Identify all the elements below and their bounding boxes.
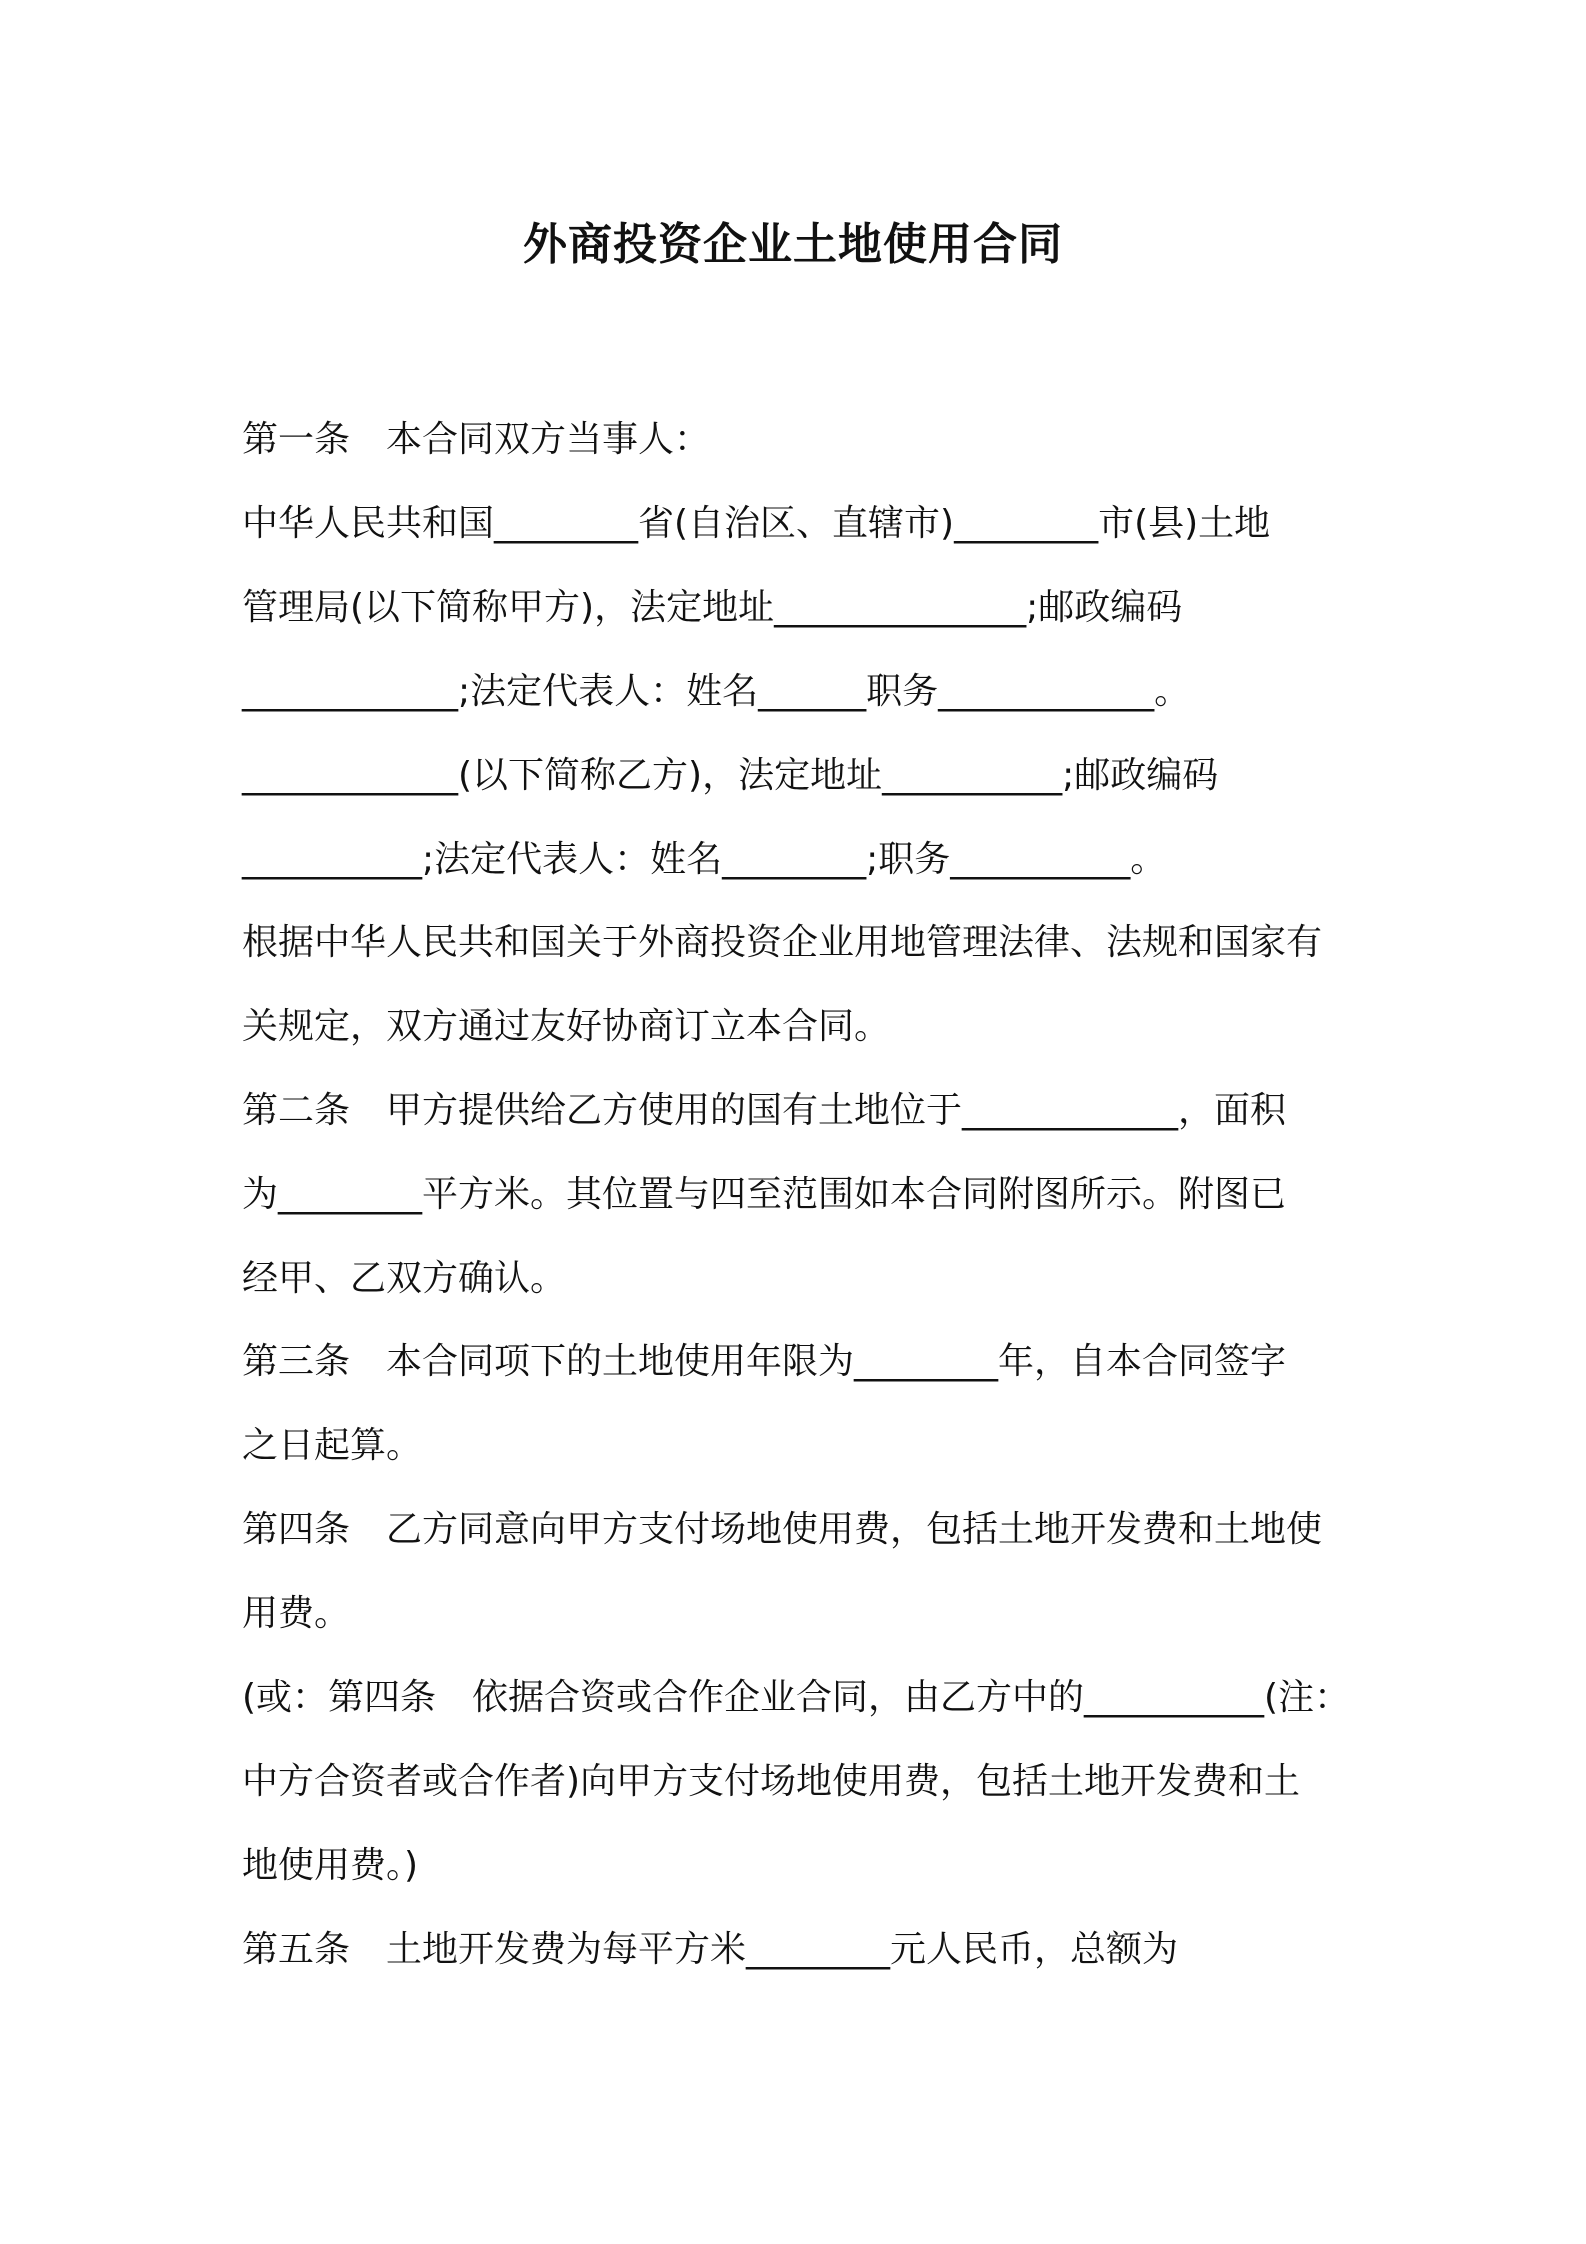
clause-4-alt-line-2: 中方合资者或合作者)向甲方支付场地使用费，包括土地开发费和土: [242, 1761, 1301, 1802]
clause-3-line-1: 第三条 本合同项下的土地使用年限为________年，自本合同签字: [242, 1341, 1287, 1382]
clause-1-line-4: ____________(以下简称乙方)，法定地址__________;邮政编码: [242, 755, 1219, 796]
clause-1-line-2: 管理局(以下简称甲方)，法定地址______________;邮政编码: [242, 587, 1183, 628]
preamble-line-1: 根据中华人民共和国关于外商投资企业用地管理法律、法规和国家有: [242, 922, 1323, 963]
clause-3-line-2: 之日起算。: [242, 1425, 423, 1466]
document-title: 外商投资企业土地使用合同: [523, 219, 1063, 270]
clause-1-heading: 第一条 本合同双方当事人：: [242, 419, 711, 460]
clause-5-line-1: 第五条 土地开发费为每平方米________元人民币，总额为: [242, 1929, 1179, 1970]
clause-1-line-5: __________;法定代表人：姓名________;职务__________。: [242, 839, 1167, 880]
clause-4-alt-line-1: (或：第四条 依据合资或合作企业合同，由乙方中的__________(注：: [242, 1677, 1351, 1718]
preamble-line-2: 关规定，双方通过友好协商订立本合同。: [242, 1006, 891, 1047]
clause-1-line-1: 中华人民共和国________省(自治区、直辖市)________市(县)土地: [242, 503, 1271, 544]
clause-2-line-2: 为________平方米。其位置与四至范围如本合同附图所示。附图已: [242, 1174, 1287, 1215]
clause-4-line-2: 用费。: [242, 1593, 351, 1634]
clause-1-line-3: ____________;法定代表人：姓名______职务____________。: [242, 671, 1191, 712]
clause-2-line-3: 经甲、乙双方确认。: [242, 1258, 567, 1299]
clause-4-alt-line-3: 地使用费。): [242, 1845, 419, 1886]
clause-4-line-1: 第四条 乙方同意向甲方支付场地使用费，包括土地开发费和土地使: [242, 1509, 1323, 1550]
clause-2-line-1: 第二条 甲方提供给乙方使用的国有土地位于____________，面积: [242, 1090, 1287, 1131]
